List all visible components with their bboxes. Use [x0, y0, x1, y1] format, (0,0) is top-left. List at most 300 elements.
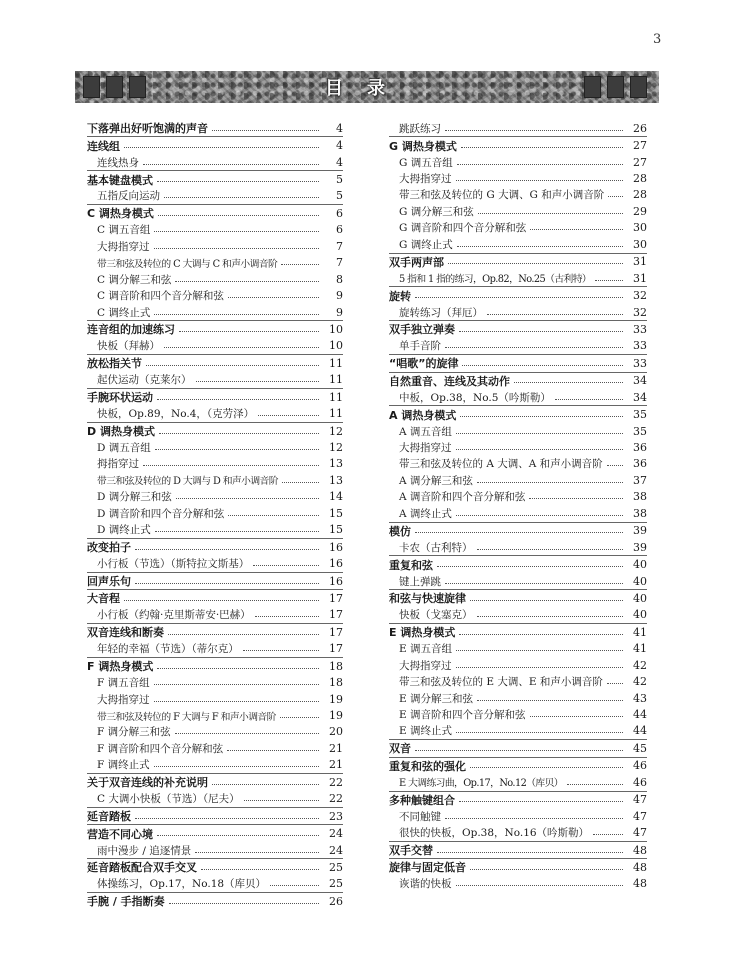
toc-entry-title: 带三和弦及转位的 F 大调与 F 和声小调音阶: [97, 711, 276, 723]
toc-entry-page: 28: [633, 172, 647, 186]
toc-entry-title: G 调音阶和四个音分解和弦: [399, 222, 527, 235]
toc-subsection-entry[interactable]: [389, 876, 647, 892]
toc-entry-title: E 调五音组: [399, 643, 453, 656]
toc-section-entry[interactable]: [389, 589, 647, 606]
toc-entry-page: 43: [633, 691, 647, 705]
toc-subsection-entry[interactable]: [87, 757, 343, 773]
dot-leader: [457, 246, 623, 247]
toc-entry-page: 37: [633, 473, 647, 487]
dot-leader: [227, 750, 319, 751]
toc-subsection-entry[interactable]: [87, 405, 343, 421]
dot-leader: [437, 566, 623, 567]
toc-entry-title: 大音程: [87, 592, 120, 606]
toc-subsection-entry[interactable]: [389, 456, 647, 472]
dot-leader: [456, 449, 624, 450]
toc-entry-title: 关于双音连线的补充说明: [87, 776, 208, 790]
dot-leader: [461, 147, 623, 148]
toc-entry-page: 44: [633, 724, 647, 738]
toc-section-entry[interactable]: [87, 538, 343, 555]
toc-entry-title: 带三和弦及转位的 G 大调、G 和声小调音阶: [399, 189, 605, 202]
toc-subsection-entry[interactable]: [389, 690, 647, 706]
dot-leader: [470, 869, 623, 870]
toc-entry-page: 36: [633, 457, 647, 471]
toc-entry-page: 21: [329, 758, 343, 772]
dot-leader: [157, 835, 319, 836]
toc-entry-title: F 调终止式: [97, 759, 150, 772]
toc-entry-title: C 调终止式: [97, 306, 151, 319]
dot-leader: [253, 565, 319, 566]
toc-section-entry[interactable]: [87, 204, 343, 221]
toc-subsection-entry[interactable]: [87, 287, 343, 303]
toc-subsection-entry[interactable]: [389, 641, 647, 657]
toc-subsection-entry[interactable]: [87, 154, 343, 170]
dot-leader: [477, 482, 623, 483]
toc-entry-title: C 调热身模式: [87, 207, 154, 221]
toc-entry-page: 40: [633, 558, 647, 572]
toc-entry-page: 24: [329, 843, 343, 857]
toc-entry-title: D 调五音组: [97, 442, 151, 455]
toc-section-entry[interactable]: [389, 253, 647, 270]
toc-subsection-entry[interactable]: [87, 607, 343, 623]
toc-entry-page: 4: [336, 155, 343, 169]
toc-subsection-entry[interactable]: [87, 255, 343, 271]
dot-leader: [456, 732, 623, 733]
toc-entry-title: 不同触键: [399, 810, 441, 823]
toc-entry-page: 19: [329, 692, 343, 706]
dot-leader: [437, 852, 623, 853]
toc-section-entry[interactable]: [389, 354, 647, 371]
toc-section-entry[interactable]: [87, 354, 343, 371]
dot-leader: [154, 314, 319, 315]
toc-subsection-entry[interactable]: [389, 120, 647, 136]
toc-subsection-entry[interactable]: [389, 423, 647, 439]
toc-entry-page: 32: [633, 289, 647, 303]
toc-section-entry[interactable]: [87, 136, 343, 153]
toc-entry-title: C 调五音组: [97, 224, 151, 237]
page-number: 3: [653, 32, 662, 47]
toc-section-entry[interactable]: [389, 555, 647, 572]
toc-entry-page: 33: [633, 339, 647, 353]
toc-column-right: [389, 120, 647, 892]
toc-entry-page: 20: [329, 725, 343, 739]
toc-entry-page: 25: [329, 877, 343, 891]
toc-entry-page: 12: [329, 441, 343, 455]
dot-leader: [415, 750, 623, 751]
toc-entry-title: 手腕 / 手指断奏: [87, 895, 165, 909]
dot-leader: [456, 885, 624, 886]
toc-subsection-entry[interactable]: [389, 439, 647, 455]
toc-entry-title: C 调音阶和四个音分解和弦: [97, 290, 224, 303]
dot-leader: [164, 197, 319, 198]
toc-subsection-entry[interactable]: [389, 808, 647, 824]
toc-entry-page: 19: [329, 709, 343, 723]
toc-entry-page: 48: [633, 877, 647, 891]
toc-subsection-entry[interactable]: [389, 220, 647, 236]
toc-entry-title: 旋转: [389, 289, 411, 303]
dot-leader: [487, 314, 623, 315]
toc-entry-page: 32: [633, 305, 647, 319]
dot-leader: [212, 784, 319, 785]
toc-section-entry[interactable]: [87, 892, 343, 909]
dot-leader: [459, 331, 623, 332]
toc-entry-title: F 调分解三和弦: [97, 726, 171, 739]
toc-section-entry[interactable]: [389, 841, 647, 858]
toc-entry-page: 18: [329, 659, 343, 673]
toc-subsection-entry[interactable]: [389, 706, 647, 722]
toc-entry-title: 跳跃练习: [399, 122, 441, 135]
toc-entry-title: 手腕环状运动: [87, 391, 153, 405]
dot-leader: [607, 465, 623, 466]
toc-subsection-entry[interactable]: [87, 641, 343, 657]
toc-entry-title: F 调五音组: [97, 677, 150, 690]
toc-entry-title: D 调分解三和弦: [97, 491, 172, 504]
toc-section-entry[interactable]: [87, 824, 343, 841]
toc-entry-title: 五指反向运动: [97, 190, 160, 203]
toc-entry-page: 39: [633, 540, 647, 554]
toc-entry-title: D 调音阶和四个音分解和弦: [97, 507, 225, 520]
toc-entry-page: 38: [633, 490, 647, 504]
toc-entry-page: 46: [633, 759, 647, 773]
toc-entry-page: 46: [633, 775, 647, 789]
toc-section-entry[interactable]: [389, 286, 647, 303]
toc-section-entry[interactable]: [389, 522, 647, 539]
dot-leader: [244, 800, 319, 801]
dot-leader: [470, 767, 623, 768]
toc-entry-title: A 调五音组: [399, 425, 452, 438]
dot-leader: [448, 263, 623, 264]
toc-section-entry[interactable]: [87, 773, 343, 790]
toc-subsection-entry[interactable]: [87, 522, 343, 538]
toc-section-entry[interactable]: [87, 657, 343, 674]
toc-subsection-entry[interactable]: [87, 372, 343, 388]
toc-subsection-entry[interactable]: [87, 505, 343, 521]
toc-entry-title: 单手音阶: [399, 340, 441, 353]
dot-leader: [124, 600, 319, 601]
toc-entry-page: 35: [633, 408, 647, 422]
toc-header-banner: [75, 71, 659, 103]
toc-subsection-entry[interactable]: [389, 170, 647, 186]
toc-subsection-entry[interactable]: [87, 456, 343, 472]
toc-section-entry[interactable]: [389, 405, 647, 422]
toc-subsection-entry[interactable]: [389, 673, 647, 689]
toc-subsection-entry[interactable]: [389, 657, 647, 673]
toc-subsection-entry[interactable]: [389, 187, 647, 203]
toc-entry-title: 连线热身: [97, 156, 139, 169]
toc-subsection-entry[interactable]: [389, 573, 647, 589]
dot-leader: [460, 416, 623, 417]
dot-leader: [415, 297, 623, 298]
toc-subsection-entry[interactable]: [87, 555, 343, 571]
toc-entry-title: 很快的快板，Op.38，No.16（吟斯勒）: [399, 827, 590, 840]
dot-leader: [154, 684, 319, 685]
dot-leader: [154, 231, 319, 232]
toc-entry-page: 44: [633, 708, 647, 722]
toc-entry-title: F 调音阶和四个音分解和弦: [97, 742, 224, 755]
toc-subsection-entry[interactable]: [389, 203, 647, 219]
toc-subsection-entry[interactable]: [87, 842, 343, 858]
toc-subsection-entry[interactable]: [87, 489, 343, 505]
toc-entry-title: 旋转练习（拜厄）: [399, 306, 483, 319]
toc-entry-title: E 调热身模式: [389, 626, 456, 640]
dot-leader: [595, 280, 623, 281]
toc-section-entry[interactable]: [389, 372, 647, 389]
dot-leader: [477, 549, 624, 550]
toc-subsection-entry[interactable]: [389, 236, 647, 252]
toc-entry-page: 41: [633, 625, 647, 639]
toc-entry-page: 17: [329, 642, 343, 656]
toc-section-entry[interactable]: [87, 320, 343, 337]
toc-entry-title: 大拇指穿过: [97, 240, 150, 253]
toc-entry-title: 雨中漫步 / 追逐情景: [97, 844, 192, 857]
dot-leader: [176, 498, 319, 499]
toc-entry-page: 34: [633, 390, 647, 404]
toc-subsection-entry[interactable]: [389, 774, 647, 790]
toc-entry-title: C 调分解三和弦: [97, 273, 172, 286]
toc-section-entry[interactable]: [389, 757, 647, 774]
dot-leader: [282, 482, 319, 483]
toc-subsection-entry[interactable]: [389, 824, 647, 840]
toc-section-entry[interactable]: [87, 388, 343, 405]
toc-entry-page: 31: [633, 271, 647, 285]
toc-section-entry[interactable]: [389, 623, 647, 640]
toc-entry-title: A 调音阶和四个音分解和弦: [399, 491, 526, 504]
toc-entry-page: 26: [329, 894, 343, 908]
toc-section-entry[interactable]: [389, 320, 647, 337]
dot-leader: [179, 331, 319, 332]
toc-subsection-entry[interactable]: [87, 472, 343, 488]
toc-entry-page: 7: [336, 239, 343, 253]
toc-subsection-entry[interactable]: [389, 607, 647, 623]
toc-subsection-entry[interactable]: [87, 271, 343, 287]
dot-leader: [146, 365, 319, 366]
toc-subsection-entry[interactable]: [87, 740, 343, 756]
toc-title: 目录: [325, 78, 409, 99]
toc-entry-page: 26: [633, 121, 647, 135]
toc-entry-title: 拇指穿过: [97, 458, 139, 471]
toc-entry-title: 连音组的加速练习: [87, 323, 175, 337]
dot-leader: [135, 818, 319, 819]
toc-subsection-entry[interactable]: [87, 876, 343, 892]
toc-entry-page: 29: [633, 204, 647, 218]
toc-entry-title: A 调热身模式: [389, 408, 457, 422]
toc-subsection-entry[interactable]: [87, 674, 343, 690]
dot-leader: [478, 213, 623, 214]
toc-entry-title: 回声乐句: [87, 575, 131, 589]
toc-entry-title: E 调音阶和四个音分解和弦: [399, 709, 526, 722]
toc-entry-page: 30: [633, 237, 647, 251]
toc-section-entry[interactable]: [389, 136, 647, 153]
toc-entry-title: E 调终止式: [399, 725, 453, 738]
toc-entry-title: 大拇指穿过: [399, 659, 452, 672]
dot-leader: [477, 700, 623, 701]
toc-entry-title: D 调终止式: [97, 524, 151, 537]
dot-leader: [155, 449, 319, 450]
toc-entry-title: 放松指关节: [87, 357, 142, 371]
toc-subsection-entry[interactable]: [389, 338, 647, 354]
toc-entry-page: 5: [336, 173, 343, 187]
toc-entry-page: 6: [336, 223, 343, 237]
toc-entry-page: 22: [329, 775, 343, 789]
toc-section-entry[interactable]: [87, 589, 343, 606]
toc-entry-title: 延音踏板: [87, 810, 131, 824]
toc-entry-page: 27: [633, 155, 647, 169]
toc-subsection-entry[interactable]: [389, 389, 647, 405]
toc-entry-page: 10: [329, 339, 343, 353]
dot-leader: [159, 433, 319, 434]
toc-subsection-entry[interactable]: [87, 222, 343, 238]
dot-leader: [158, 215, 319, 216]
toc-subsection-entry[interactable]: [87, 691, 343, 707]
dot-leader: [258, 415, 319, 416]
toc-entry-title: G 调热身模式: [389, 139, 457, 153]
toc-entry-page: 38: [633, 506, 647, 520]
dot-leader: [445, 583, 623, 584]
dot-leader: [169, 903, 319, 904]
toc-subsection-entry[interactable]: [87, 304, 343, 320]
dot-leader: [456, 515, 623, 516]
dot-leader: [445, 818, 623, 819]
toc-entry-page: 40: [633, 574, 647, 588]
dot-leader: [243, 650, 319, 651]
dot-leader: [456, 667, 624, 668]
toc-entry-page: 8: [336, 272, 343, 286]
toc-subsection-entry[interactable]: [87, 188, 343, 204]
toc-subsection-entry[interactable]: [87, 238, 343, 254]
toc-entry-page: 23: [329, 809, 343, 823]
toc-entry-title: “唱歌”的旋律: [389, 357, 459, 371]
toc-entry-page: 7: [336, 256, 343, 270]
toc-entry-page: 4: [336, 121, 343, 135]
toc-entry-page: 16: [329, 540, 343, 554]
toc-entry-page: 16: [329, 574, 343, 588]
toc-entry-page: 45: [633, 741, 647, 755]
toc-entry-title: 双手独立弹奏: [389, 323, 455, 337]
dot-leader: [212, 130, 319, 131]
dot-leader: [457, 164, 623, 165]
dot-leader: [415, 532, 623, 533]
dot-leader: [154, 766, 319, 767]
dot-leader: [470, 600, 623, 601]
toc-entry-title: 旋律与固定低音: [389, 861, 466, 875]
toc-entry-title: F 调热身模式: [87, 660, 154, 674]
toc-subsection-entry[interactable]: [87, 439, 343, 455]
toc-entry-title: G 调终止式: [399, 238, 453, 251]
dot-leader: [164, 347, 319, 348]
toc-section-entry[interactable]: [87, 120, 343, 136]
toc-subsection-entry[interactable]: [389, 304, 647, 320]
toc-subsection-entry[interactable]: [389, 505, 647, 521]
toc-section-entry[interactable]: [389, 791, 647, 808]
toc-section-entry[interactable]: [87, 170, 343, 187]
toc-section-entry[interactable]: [87, 858, 343, 875]
toc-entry-title: E 大调练习曲，Op.17，No.12（库贝）: [399, 778, 563, 790]
toc-entry-page: 18: [329, 676, 343, 690]
toc-entry-title: 大拇指穿过: [399, 173, 452, 186]
toc-subsection-entry[interactable]: [87, 791, 343, 807]
toc-subsection-entry[interactable]: [87, 724, 343, 740]
toc-entry-page: 16: [329, 557, 343, 571]
toc-entry-page: 9: [336, 305, 343, 319]
toc-subsection-entry[interactable]: [389, 154, 647, 170]
toc-subsection-entry[interactable]: [389, 539, 647, 555]
toc-entry-title: 大拇指穿过: [97, 693, 150, 706]
toc-section-entry[interactable]: [389, 739, 647, 756]
dot-leader: [593, 834, 623, 835]
toc-section-entry[interactable]: [87, 807, 343, 824]
toc-entry-page: 15: [329, 523, 343, 537]
toc-entry-title: D 调热身模式: [87, 425, 155, 439]
dot-leader: [196, 381, 320, 382]
dot-leader: [157, 399, 319, 400]
toc-entry-title: 卡农（古利特）: [399, 541, 473, 554]
toc-entry-title: E 调分解三和弦: [399, 692, 474, 705]
dot-leader: [255, 616, 319, 617]
toc-entry-title: 小行板（约翰·克里斯蒂安·巴赫）: [97, 609, 251, 622]
dot-leader: [530, 716, 623, 717]
toc-entry-page: 39: [633, 524, 647, 538]
dot-leader: [155, 531, 319, 532]
toc-entry-page: 21: [329, 741, 343, 755]
toc-entry-page: 17: [329, 625, 343, 639]
toc-subsection-entry[interactable]: [389, 472, 647, 488]
dot-leader: [608, 196, 623, 197]
toc-section-entry[interactable]: [87, 623, 343, 640]
dot-leader: [157, 181, 319, 182]
toc-entry-title: 重复和弦: [389, 558, 433, 572]
toc-entry-title: 下落弹出好听饱满的声音: [87, 122, 208, 136]
dot-leader: [477, 616, 624, 617]
toc-subsection-entry[interactable]: [389, 489, 647, 505]
toc-entry-title: 改变拍子: [87, 541, 131, 555]
toc-section-entry[interactable]: [87, 572, 343, 589]
toc-entry-title: 小行板（节选）（斯特拉文斯基）: [97, 558, 250, 571]
dot-leader: [459, 801, 623, 802]
toc-section-entry[interactable]: [389, 858, 647, 875]
toc-entry-title: 双手交替: [389, 844, 433, 858]
toc-entry-title: 延音踏板配合双手交叉: [87, 861, 197, 875]
toc-entry-page: 33: [633, 356, 647, 370]
toc-entry-page: 13: [329, 473, 343, 487]
toc-section-entry[interactable]: [87, 422, 343, 439]
toc-entry-title: A 调分解三和弦: [399, 474, 473, 487]
toc-subsection-entry[interactable]: [389, 270, 647, 286]
toc-column-left: [87, 120, 343, 910]
toc-entry-title: C 大调小快板（节选）（尼夫）: [97, 793, 240, 806]
toc-entry-page: 47: [633, 809, 647, 823]
toc-subsection-entry[interactable]: [87, 338, 343, 354]
dot-leader: [270, 885, 319, 886]
toc-entry-title: 自然重音、连线及其动作: [389, 374, 510, 388]
toc-entry-title: 5 指和 1 指的练习，Op.82，No.25（古利特）: [399, 274, 592, 286]
toc-entry-page: 25: [329, 860, 343, 874]
toc-entry-page: 9: [336, 289, 343, 303]
dot-leader: [228, 297, 319, 298]
dot-leader: [445, 130, 623, 131]
toc-entry-title: 带三和弦及转位的 D 大调与 D 和声小调音阶: [97, 476, 278, 488]
toc-entry-page: 34: [633, 374, 647, 388]
dot-leader: [530, 229, 623, 230]
dot-leader: [157, 668, 319, 669]
toc-entry-title: 营造不同心境: [87, 827, 153, 841]
toc-subsection-entry[interactable]: [87, 707, 343, 723]
toc-subsection-entry[interactable]: [389, 723, 647, 739]
toc-entry-page: 4: [336, 139, 343, 153]
toc-entry-title: 诙谐的快板: [399, 878, 452, 891]
dot-leader: [462, 365, 623, 366]
toc-entry-page: 41: [633, 642, 647, 656]
dot-leader: [124, 147, 319, 148]
toc-entry-page: 22: [329, 792, 343, 806]
